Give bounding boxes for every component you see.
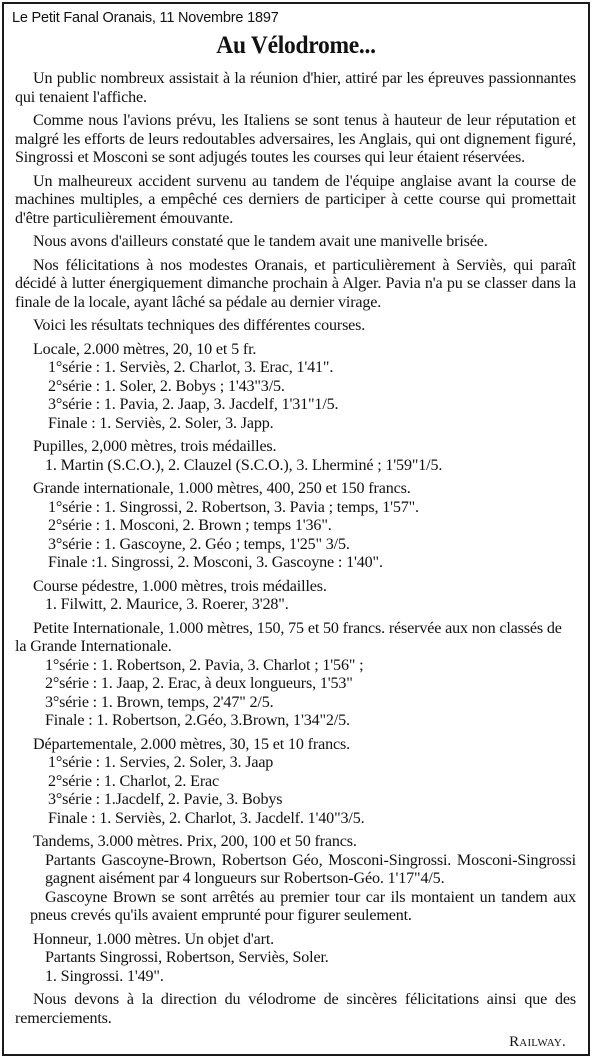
race-result: 1°série : 1. Robertson, 2. Pavia, 3. Charlot ; 1'56" ; [45,656,364,674]
paragraph: Nous avons d'ailleurs constaté que le tandem avait une manivelle brisée. [33,233,488,250]
article-body [15,70,576,1033]
race-heading: Pupilles, 2,000 mètres, trois médailles. [33,438,277,455]
paragraph: Nos félicitations à nos modestes Oranais, et particulièrement à Serviès, qui paraît décidé à lutter énergiquement dimanche prochain à Alger. Pavia n'a pu se classer dans la finale de la locale, ayant lâché sa pédale au dernier virage. [15,256,576,311]
race-heading: Tandems, 3.000 mètres. Prix, 200, 100 et 50 francs. [33,833,357,850]
race-result: 2°série : 1. Jaap, 2. Erac, à deux longueurs, 1'53" [45,675,353,692]
race-course-pedestre [15,578,576,615]
race-result: Finale : 1. Serviès, 2. Soler, 3. Japp. [48,414,274,432]
race-heading: Locale, 2.000 mètres, 20, 10 et 5 fr. [33,340,257,358]
race-heading: Départementale, 2.000 mètres, 30, 15 et 10 francs. [33,735,350,753]
race-result: 2°série : 1. Soler, 2. Bobys ; 1'43"3/5. [48,377,285,395]
race-pupilles [15,438,576,475]
race-departementale [15,736,576,829]
paragraph: Un public nombreux assistait à la réunion d'hier, attiré par les épreuves passionnantes qui tenaient l'affiche. [15,70,576,106]
race-result: 1°série : 1. Singrossi, 2. Robertson, 3. Pavia ; temps, 1'57". [48,498,419,516]
race-result: Finale : 1. Robertson, 2.Géo, 3.Brown, 1'34"2/5. [45,712,350,729]
race-result: 1°série : 1. Serviès, 2. Charlot, 3. Erac, 1'41". [48,359,334,376]
race-tandems [15,833,576,926]
race-result: 3°série : 1. Gascoyne, 2. Géo ; temps, 1'25" 3/5. [48,535,350,553]
race-heading: Honneur, 1.000 mètres. Un objet d'art. [33,930,275,948]
race-result: 2°série : 1. Mosconi, 2. Brown ; temps 1'36". [48,517,332,534]
article-title: Au Vélodrome... [216,32,376,59]
author-signature: Railway. [509,1034,566,1050]
paragraph: Un malheureux accident survenu au tandem de l'équipe anglaise avant la course de machines multiples, a empêché ces derniers de participer à cette course qui promettait d'être particulièrement émouvante. [15,172,576,227]
article-frame [2,2,590,1056]
race-result: 1. Singrossi. 1'49". [45,967,164,985]
newspaper-header: Le Petit Fanal Oranais, 11 Novembre 1897 [12,10,279,26]
race-honneur [15,931,576,987]
race-grande-internationale [15,480,576,573]
race-result: Finale : 1. Serviès, 2. Charlot, 3. Jacdelf. 1'40"3/5. [48,809,365,827]
race-locale [15,341,576,434]
race-result: 3°série : 1. Brown, temps, 2'47" 2/5. [45,693,274,711]
race-heading: Course pédestre, 1.000 mètres, trois médailles. [33,577,327,595]
race-heading: Petite Internationale, 1.000 mètres, 150, 75 et 50 francs. réservée aux non classés de la Grande Internationale. [15,619,562,655]
paragraph: Voici les résultats techniques des différentes courses. [33,317,366,334]
race-result: Gascoyne Brown se sont arrêtés au premier tour car ils montaient un tandem aux pneus crevés qu'ils avaient emprunté pour figurer seulement. [30,888,576,924]
race-result: 1. Filwitt, 2. Maurice, 3. Roerer, 3'28". [45,596,289,613]
race-result: 2°série : 1. Charlot, 2. Erac [48,772,220,790]
race-result: 1. Martin (S.C.O.), 2. Clauzel (S.C.O.), 3. Lherminé ; 1'59"1/5. [45,456,443,474]
race-result: 3°série : 1.Jacdelf, 2. Pavie, 3. Bobys [48,791,283,808]
race-result: 1°série : 1. Servies, 2. Soler, 3. Jaap [48,754,274,771]
race-result: Partants Gascoyne-Brown, Robertson Géo, Mosconi-Singrossi. Mosconi-Singrossi gagnent aisément par 4 longueurs sur Robertson-Géo. 1'17"4/5. [45,851,576,887]
race-result: Finale :1. Singrossi, 2. Mosconi, 3. Gascoyne : 1'40". [48,554,383,571]
race-petite-internationale [15,620,576,731]
race-result: 3°série : 1. Pavia, 2. Jaap, 3. Jacdelf, 1'31"1/5. [48,396,339,413]
closing-paragraph: Nous devons à la direction du vélodrome de sincères félicitations ainsi que des remerciements. [15,991,576,1027]
race-heading: Grande internationale, 1.000 mètres, 400, 250 et 150 francs. [33,480,411,497]
paragraph: Comme nous l'avions prévu, les Italiens se sont tenus à hauteur de leur réputation et malgré les efforts de leurs redoutables adversaires, les Anglais, qui ont dignement figuré, Singrossi et Mosconi se sont adjugés toutes les courses qui leur étaient réservées. [15,112,576,166]
race-result: Partants Singrossi, Robertson, Serviès, Soler. [45,949,329,966]
